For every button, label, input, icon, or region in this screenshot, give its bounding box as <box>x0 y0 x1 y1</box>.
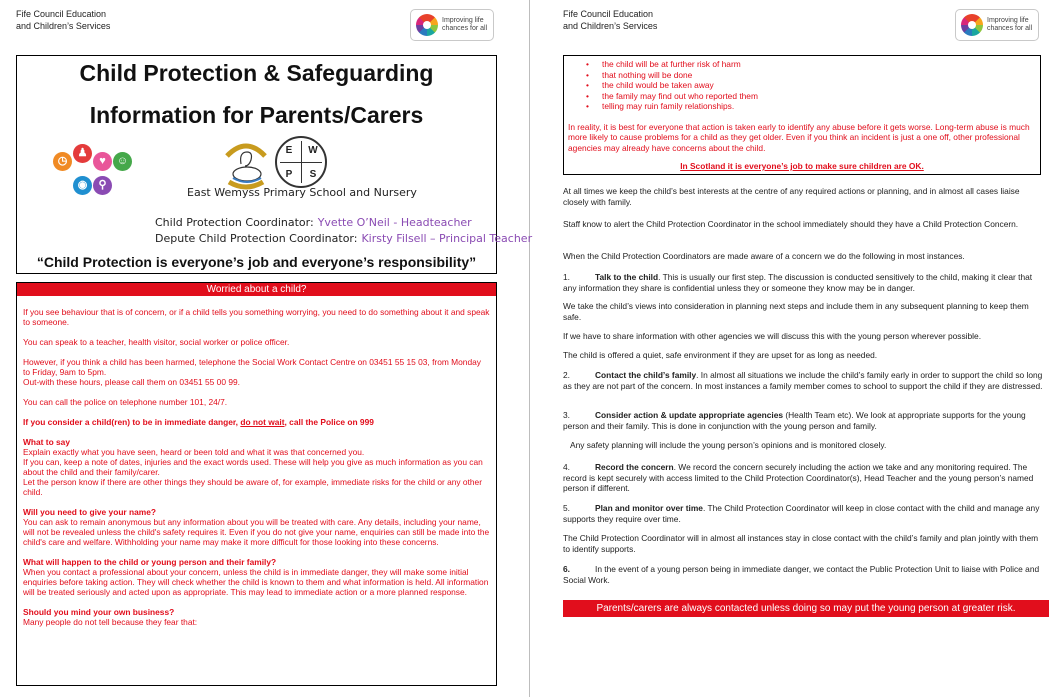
logo-text-line-1: Improving life <box>987 17 1029 24</box>
crest-letter: W <box>308 144 318 156</box>
crest-letter: P <box>285 168 293 180</box>
logo-text-line-2: chances for all <box>442 25 488 32</box>
what-to-say-section <box>23 437 490 497</box>
step-5 <box>563 503 1043 524</box>
give-name-heading: Will you need to give your name? <box>23 507 157 517</box>
what-happens-text: When you contact a professional about your concern, unless the child is in immediate danger, they will make some initial enquiries before taking action. They will check whether the child is known to them and what information is held. All information will be treated seriously and acted upon as appropriate. This may lead to immediate action or a more planned response. <box>23 567 489 597</box>
person-icon: ☺ <box>113 152 132 171</box>
step-title: Plan and monitor over time <box>595 503 703 513</box>
services-icon-cluster <box>53 144 131 204</box>
step-4 <box>563 462 1043 494</box>
header-org-line-1: Fife Council Education <box>563 9 654 19</box>
step-text: In the event of a young person being in immediate danger, we contact the Public Protection Unit to liaise with Police and Social Work. <box>563 564 1040 585</box>
worried-about-child-box <box>16 282 497 686</box>
say-line: If you can, keep a note of dates, injuries and the exact words used. These will help you give as much information as you can about the child and their family/carer. <box>23 457 483 477</box>
give-name-text: You can ask to remain anonymous but any information about you will be treated with care. Any details, including your name, will not be revealed unless the child's safety requires it. Even if you do not give your name, enquiries can still be made into the child's care and welfare. Withholding your name may make it more difficult for those looking into these concerns. <box>23 517 490 547</box>
responsibility-quote: “Child Protection is everyone’s job and everyone’s responsibility” <box>36 254 477 270</box>
step-2 <box>563 370 1043 391</box>
magnifier-icon: ⚲ <box>93 176 112 195</box>
fear-item: • the family may find out who reported them <box>586 91 1040 102</box>
warning-text-underlined: do not wait <box>240 417 285 427</box>
contact-parents-banner: Parents/carers are always contacted unless doing so may put the young person at greater risk. <box>563 600 1049 617</box>
title-box <box>16 55 533 274</box>
header-organisation <box>16 8 110 32</box>
staff-alert-paragraph: Staff know to alert the Child Protection Coordinator in the school immediately should they have a Child Protection Concern. <box>563 219 1019 229</box>
family-icon: ♟ <box>73 144 92 163</box>
coordinator-line <box>155 216 472 229</box>
fife-council-logo <box>410 9 494 41</box>
ewps-school-crest <box>275 136 327 188</box>
fears-box <box>563 55 1041 175</box>
what-to-say-heading: What to say <box>23 437 70 447</box>
fear-item: • the child will be at further risk of harm <box>586 59 1040 70</box>
step-title: Record the concern <box>595 462 674 472</box>
what-happens-section <box>23 557 490 597</box>
step-text: . The Child Protection Coordinator will keep in close contact with the child and manage any supports they require over time. <box>563 503 1040 524</box>
scotland-statement: In Scotland it is everyone’s job to make sure children are OK. <box>680 161 924 171</box>
step-3 <box>563 410 1043 431</box>
quiet-paragraph: The child is offered a quiet, safe environment if they are upset for as long as needed. <box>563 350 878 360</box>
header-org-line-2: and Children’s Services <box>16 21 111 31</box>
depute-label: Depute Child Protection Coordinator: <box>155 232 358 245</box>
step-text: . We record the concern securely including the action we take and any monitoring required. The record is kept securely with access limited to the Child Protection Coordinator(s), Head Teacher and the young person’s named person if different. <box>563 462 1034 493</box>
say-line: Explain exactly what you have seen, heard or been told and what it was that concerned you. <box>23 447 365 457</box>
colour-wheel-icon <box>416 14 438 36</box>
worried-paragraph <box>23 357 490 387</box>
crest-letter: S <box>309 168 317 180</box>
step-6 <box>563 564 1043 585</box>
fife-council-logo-right <box>955 9 1039 41</box>
step-1 <box>563 272 1043 293</box>
logo-text <box>442 17 487 33</box>
fear-item: • the child would be taken away <box>586 80 1040 91</box>
heart-icon: ♥ <box>93 152 112 171</box>
mind-business-text: Many people do not tell because they fear that: <box>23 617 198 627</box>
step-number: 1. <box>563 272 570 282</box>
step-number: 5. <box>563 503 570 513</box>
title-line-1: Child Protection & Safeguarding <box>79 60 434 86</box>
safety-paragraph: Any safety planning will include the young person’s opinions and is monitored closely. <box>570 440 887 450</box>
step-number: 2. <box>563 370 570 380</box>
worried-paragraph: You can speak to a teacher, health visitor, social worker or police officer. <box>23 337 290 347</box>
logo-text-line-1: Improving life <box>442 17 484 24</box>
warning-text-pre: If you consider a child(ren) to be in immediate danger, <box>23 417 241 427</box>
share-paragraph: If we have to share information with other agencies we will discuss this with the young person wherever possible. <box>563 331 982 341</box>
warning-text-post: , call the Police on 999 <box>284 417 374 427</box>
mind-business-section <box>23 607 490 627</box>
step-title: Consider action & update appropriate agencies <box>595 410 784 420</box>
clock-icon: ◷ <box>53 152 72 171</box>
fear-item: • telling may ruin family relationships. <box>586 101 1040 112</box>
globe-icon: ◉ <box>73 176 92 195</box>
what-happens-heading: What will happen to the child or young person and their family? <box>23 557 277 567</box>
when-aware-paragraph: When the Child Protection Coordinators are made aware of a concern we do the following in most instances. <box>563 251 965 261</box>
swan-nursery-crest <box>221 134 271 192</box>
crest-letter: E <box>285 144 293 156</box>
give-name-section <box>23 507 490 547</box>
reality-paragraph: In reality, it is best for everyone that action is taken early to identify any abuse before it gets worse. Long-term abuse is much more likely to cause problems for a child as they get older. Even if you think an incident is just a one off, other professional agencies may already have concerns about the child. <box>568 121 1030 153</box>
close-contact-paragraph: The Child Protection Coordinator will in almost all instances stay in close contact with the child’s family and plan jointly with them to identify supports. <box>563 533 1039 554</box>
header-org-line-2: and Children’s Services <box>563 21 658 31</box>
step-number: 6. <box>563 564 570 574</box>
logo-text-line-2: chances for all <box>987 25 1033 32</box>
step-text: (Health Team etc). We look at appropriate supports for the young person and their family. This is done in conjunction with the young person and family. <box>563 410 1026 431</box>
logo-text <box>987 17 1032 33</box>
step-number: 3. <box>563 410 570 420</box>
depute-coordinator-line <box>155 232 532 245</box>
mind-business-heading: Should you mind your own business? <box>23 607 175 617</box>
worried-body <box>17 296 496 627</box>
header-org-line-1: Fife Council Education <box>16 9 107 19</box>
immediate-danger-warning <box>23 417 490 427</box>
fears-list <box>586 59 1040 112</box>
fear-item: • that nothing will be done <box>586 70 1040 81</box>
worried-header: Worried about a child? <box>17 283 496 296</box>
step-text: . This is usually our first step. The discussion is conducted sensitively to the child, making it clear that any information they share is confidential unless they or someone they know may be in danger. <box>563 272 1033 293</box>
header-organisation-right <box>563 8 657 32</box>
worried-paragraph: If you see behaviour that is of concern, or if a child tells you something worrying, you need to do something about it and speak to someone. <box>23 307 490 327</box>
school-name: East Wemyss Primary School and Nursery <box>187 186 417 199</box>
coordinator-name: Yvette O’Neil - Headteacher <box>317 216 472 229</box>
depute-name: Kirsty Filsell – Principal Teacher <box>361 232 533 245</box>
step-text: . In almost all situations we include the child’s family early in order to support the child so long as they are not part of the concern. In most instances a family member comes to school to support the child if they are distressed. <box>563 370 1043 391</box>
out-of-hours-text: Out-with these hours, please call them on 03451 55 00 99. <box>23 377 240 387</box>
page-divider <box>529 0 530 697</box>
worried-paragraph: You can call the police on telephone number 101, 24/7. <box>23 397 228 407</box>
views-paragraph: We take the child’s views into consideration in planning next steps and include them in any subsequent planning to keep them safe. <box>563 301 1029 322</box>
step-title: Talk to the child <box>595 272 659 282</box>
step-title: Contact the child’s family <box>595 370 697 380</box>
coordinator-label: Child Protection Coordinator: <box>155 216 314 229</box>
colour-wheel-icon <box>961 14 983 36</box>
best-interests-paragraph: At all times we keep the child’s best interests at the centre of any required actions or planning, and in almost all cases liaise closely with family. <box>563 186 1020 207</box>
title-line-2: Information for Parents/Carers <box>89 102 424 128</box>
say-line: Let the person know if there are other things they should be aware of, for example, immediate risks for the child or any other child. <box>23 477 483 497</box>
contact-centre-text: However, if you think a child has been harmed, telephone the Social Work Contact Centre on 03451 55 15 03, from Monday to Friday, 9am to 5pm. <box>23 357 481 377</box>
step-number: 4. <box>563 462 570 472</box>
